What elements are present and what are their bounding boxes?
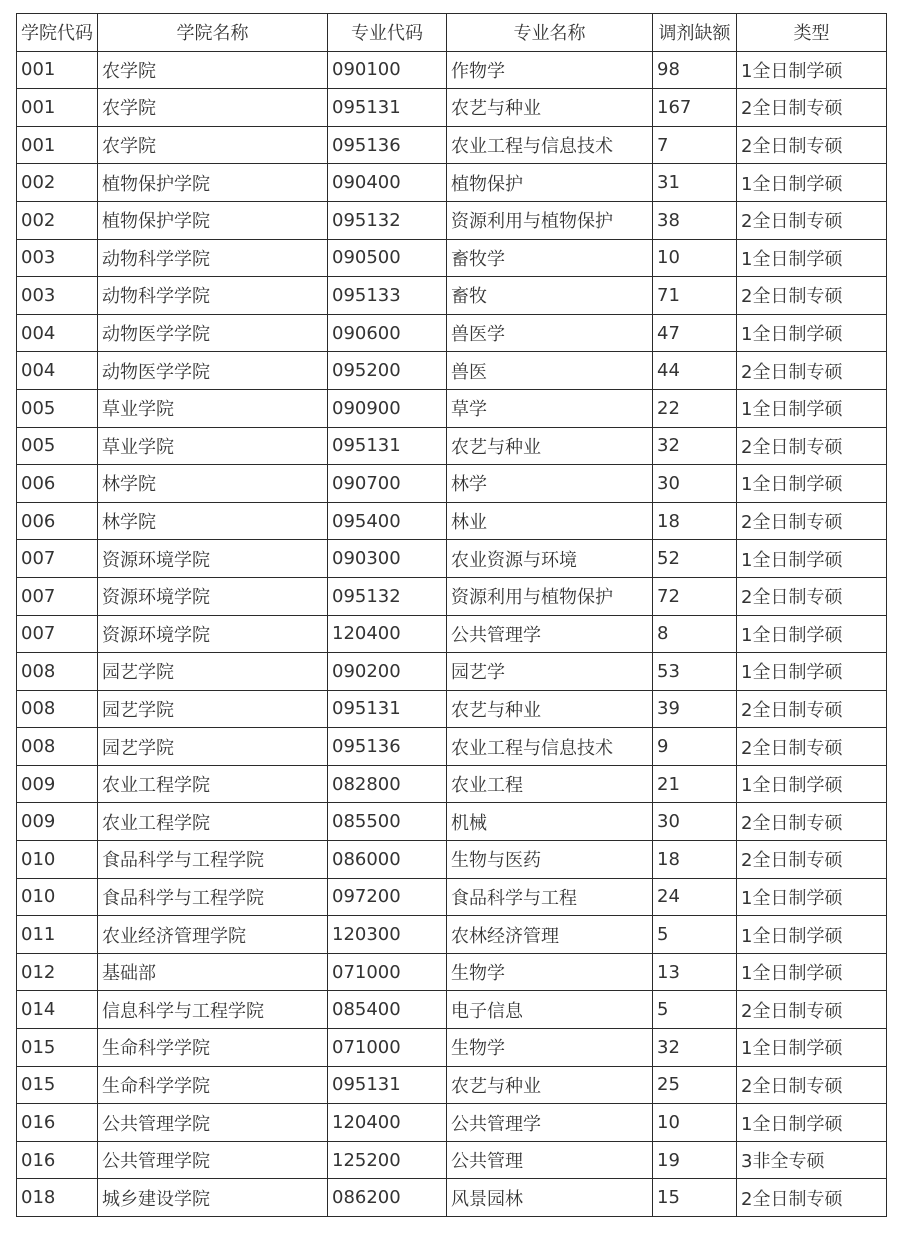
major-name-cell: 公共管理学 — [447, 1104, 653, 1142]
vacancy-cell: 72 — [653, 577, 737, 615]
type-cell: 2全日制专硕 — [737, 201, 887, 239]
vacancy-cell: 21 — [653, 765, 737, 803]
major-code-cell: 090600 — [328, 314, 447, 352]
type-cell: 2全日制专硕 — [737, 1179, 887, 1217]
vacancy-cell: 53 — [653, 653, 737, 691]
college-code-cell: 006 — [17, 502, 98, 540]
college-name-cell: 林学院 — [98, 502, 328, 540]
major-code-cell: 095131 — [328, 690, 447, 728]
college-code-cell: 007 — [17, 615, 98, 653]
major-code-cell: 071000 — [328, 953, 447, 991]
college-code-cell: 002 — [17, 201, 98, 239]
major-code-cell: 090400 — [328, 164, 447, 202]
vacancy-cell: 24 — [653, 878, 737, 916]
type-cell: 2全日制专硕 — [737, 277, 887, 315]
table-row — [17, 841, 887, 879]
major-code-cell: 120400 — [328, 1104, 447, 1142]
major-code-cell: 095133 — [328, 277, 447, 315]
major-code-cell: 086000 — [328, 841, 447, 879]
vacancy-cell: 44 — [653, 352, 737, 390]
type-cell: 1全日制学硕 — [737, 540, 887, 578]
college-name-cell: 动物科学学院 — [98, 239, 328, 277]
vacancy-cell: 19 — [653, 1141, 737, 1179]
college-name-cell: 食品科学与工程学院 — [98, 841, 328, 879]
type-cell: 1全日制学硕 — [737, 1029, 887, 1067]
major-code-cell: 086200 — [328, 1179, 447, 1217]
vacancy-cell: 47 — [653, 314, 737, 352]
type-cell: 2全日制专硕 — [737, 502, 887, 540]
major-name-cell: 生物学 — [447, 953, 653, 991]
type-cell: 1全日制学硕 — [737, 51, 887, 89]
table-row — [17, 389, 887, 427]
vacancy-cell: 32 — [653, 427, 737, 465]
major-name-cell: 生物学 — [447, 1029, 653, 1067]
table-row — [17, 314, 887, 352]
vacancy-cell: 52 — [653, 540, 737, 578]
major-code-cell: 090700 — [328, 465, 447, 503]
type-cell: 1全日制学硕 — [737, 615, 887, 653]
table-row — [17, 239, 887, 277]
type-cell: 1全日制学硕 — [737, 878, 887, 916]
college-name-cell: 城乡建设学院 — [98, 1179, 328, 1217]
vacancy-cell: 22 — [653, 389, 737, 427]
college-name-cell: 资源环境学院 — [98, 577, 328, 615]
college-code-cell: 004 — [17, 352, 98, 390]
header-major-code: 专业代码 — [328, 14, 447, 52]
college-name-cell: 农学院 — [98, 89, 328, 127]
major-code-cell: 095136 — [328, 728, 447, 766]
major-name-cell: 林业 — [447, 502, 653, 540]
table-row — [17, 878, 887, 916]
college-name-cell: 农业经济管理学院 — [98, 916, 328, 954]
vacancy-cell: 7 — [653, 126, 737, 164]
major-name-cell: 农艺与种业 — [447, 1066, 653, 1104]
header-major-name: 专业名称 — [447, 14, 653, 52]
college-name-cell: 植物保护学院 — [98, 164, 328, 202]
vacancy-cell: 30 — [653, 803, 737, 841]
college-name-cell: 资源环境学院 — [98, 540, 328, 578]
major-name-cell: 农业工程 — [447, 765, 653, 803]
major-code-cell: 097200 — [328, 878, 447, 916]
table-row — [17, 728, 887, 766]
table-row — [17, 991, 887, 1029]
college-name-cell: 生命科学学院 — [98, 1029, 328, 1067]
college-code-cell: 016 — [17, 1104, 98, 1142]
type-cell: 1全日制学硕 — [737, 916, 887, 954]
type-cell: 2全日制专硕 — [737, 126, 887, 164]
vacancy-cell: 15 — [653, 1179, 737, 1217]
vacancy-cell: 18 — [653, 841, 737, 879]
major-name-cell: 公共管理学 — [447, 615, 653, 653]
table-row — [17, 577, 887, 615]
major-name-cell: 食品科学与工程 — [447, 878, 653, 916]
adjustment-vacancy-table — [16, 13, 887, 1217]
college-code-cell: 012 — [17, 953, 98, 991]
type-cell: 2全日制专硕 — [737, 991, 887, 1029]
college-code-cell: 014 — [17, 991, 98, 1029]
vacancy-cell: 10 — [653, 1104, 737, 1142]
major-name-cell: 机械 — [447, 803, 653, 841]
college-name-cell: 园艺学院 — [98, 690, 328, 728]
major-name-cell: 农艺与种业 — [447, 89, 653, 127]
college-name-cell: 生命科学学院 — [98, 1066, 328, 1104]
college-code-cell: 008 — [17, 690, 98, 728]
college-code-cell: 001 — [17, 89, 98, 127]
table-row — [17, 126, 887, 164]
major-name-cell: 兽医 — [447, 352, 653, 390]
major-name-cell: 农艺与种业 — [447, 427, 653, 465]
type-cell: 1全日制学硕 — [737, 314, 887, 352]
college-name-cell: 园艺学院 — [98, 653, 328, 691]
table-row — [17, 803, 887, 841]
major-name-cell: 草学 — [447, 389, 653, 427]
vacancy-cell: 25 — [653, 1066, 737, 1104]
college-name-cell: 农业工程学院 — [98, 765, 328, 803]
vacancy-cell: 39 — [653, 690, 737, 728]
college-code-cell: 010 — [17, 878, 98, 916]
college-code-cell: 005 — [17, 427, 98, 465]
major-code-cell: 125200 — [328, 1141, 447, 1179]
college-code-cell: 009 — [17, 765, 98, 803]
header-type: 类型 — [737, 14, 887, 52]
college-code-cell: 002 — [17, 164, 98, 202]
college-name-cell: 食品科学与工程学院 — [98, 878, 328, 916]
major-code-cell: 090500 — [328, 239, 447, 277]
college-name-cell: 公共管理学院 — [98, 1141, 328, 1179]
table-row — [17, 164, 887, 202]
major-name-cell: 作物学 — [447, 51, 653, 89]
college-name-cell: 动物医学学院 — [98, 352, 328, 390]
college-name-cell: 林学院 — [98, 465, 328, 503]
college-code-cell: 005 — [17, 389, 98, 427]
college-name-cell: 农业工程学院 — [98, 803, 328, 841]
major-code-cell: 095132 — [328, 577, 447, 615]
major-name-cell: 风景园林 — [447, 1179, 653, 1217]
table-row — [17, 953, 887, 991]
college-code-cell: 010 — [17, 841, 98, 879]
major-code-cell: 082800 — [328, 765, 447, 803]
type-cell: 2全日制专硕 — [737, 690, 887, 728]
major-name-cell: 农艺与种业 — [447, 690, 653, 728]
table-row — [17, 89, 887, 127]
college-name-cell: 农学院 — [98, 51, 328, 89]
college-code-cell: 003 — [17, 277, 98, 315]
college-name-cell: 动物科学学院 — [98, 277, 328, 315]
table-row — [17, 51, 887, 89]
college-name-cell: 草业学院 — [98, 389, 328, 427]
vacancy-cell: 38 — [653, 201, 737, 239]
table-row — [17, 502, 887, 540]
vacancy-cell: 31 — [653, 164, 737, 202]
major-code-cell: 120400 — [328, 615, 447, 653]
table-row — [17, 1066, 887, 1104]
table-row — [17, 1104, 887, 1142]
major-code-cell: 090100 — [328, 51, 447, 89]
type-cell: 2全日制专硕 — [737, 427, 887, 465]
college-name-cell: 草业学院 — [98, 427, 328, 465]
major-name-cell: 农业资源与环境 — [447, 540, 653, 578]
major-name-cell: 资源利用与植物保护 — [447, 201, 653, 239]
type-cell: 1全日制学硕 — [737, 239, 887, 277]
table-row — [17, 465, 887, 503]
vacancy-cell: 30 — [653, 465, 737, 503]
college-name-cell: 动物医学学院 — [98, 314, 328, 352]
major-name-cell: 农业工程与信息技术 — [447, 126, 653, 164]
major-code-cell: 095200 — [328, 352, 447, 390]
table-row — [17, 427, 887, 465]
type-cell: 1全日制学硕 — [737, 389, 887, 427]
vacancy-cell: 32 — [653, 1029, 737, 1067]
type-cell: 1全日制学硕 — [737, 1104, 887, 1142]
table-row — [17, 1029, 887, 1067]
major-code-cell: 090900 — [328, 389, 447, 427]
table-row — [17, 916, 887, 954]
vacancy-cell: 167 — [653, 89, 737, 127]
vacancy-cell: 98 — [653, 51, 737, 89]
vacancy-cell: 5 — [653, 991, 737, 1029]
major-name-cell: 电子信息 — [447, 991, 653, 1029]
college-code-cell: 004 — [17, 314, 98, 352]
college-code-cell: 001 — [17, 51, 98, 89]
major-name-cell: 林学 — [447, 465, 653, 503]
major-name-cell: 兽医学 — [447, 314, 653, 352]
table-row — [17, 277, 887, 315]
college-code-cell: 007 — [17, 577, 98, 615]
table-row — [17, 201, 887, 239]
header-vacancy: 调剂缺额 — [653, 14, 737, 52]
major-code-cell: 090300 — [328, 540, 447, 578]
type-cell: 2全日制专硕 — [737, 1066, 887, 1104]
type-cell: 3非全专硕 — [737, 1141, 887, 1179]
college-name-cell: 农学院 — [98, 126, 328, 164]
major-name-cell: 农业工程与信息技术 — [447, 728, 653, 766]
college-code-cell: 008 — [17, 728, 98, 766]
table-body — [17, 51, 887, 1216]
table-row — [17, 540, 887, 578]
college-name-cell: 园艺学院 — [98, 728, 328, 766]
college-code-cell: 018 — [17, 1179, 98, 1217]
major-code-cell: 095132 — [328, 201, 447, 239]
major-code-cell: 090200 — [328, 653, 447, 691]
type-cell: 2全日制专硕 — [737, 803, 887, 841]
vacancy-cell: 8 — [653, 615, 737, 653]
vacancy-cell: 18 — [653, 502, 737, 540]
type-cell: 2全日制专硕 — [737, 577, 887, 615]
college-code-cell: 011 — [17, 916, 98, 954]
type-cell: 1全日制学硕 — [737, 465, 887, 503]
major-code-cell: 095131 — [328, 1066, 447, 1104]
type-cell: 2全日制专硕 — [737, 352, 887, 390]
table-row — [17, 615, 887, 653]
major-code-cell: 085400 — [328, 991, 447, 1029]
table-row — [17, 1141, 887, 1179]
table-header-row — [17, 14, 887, 52]
type-cell: 2全日制专硕 — [737, 728, 887, 766]
major-name-cell: 园艺学 — [447, 653, 653, 691]
major-name-cell: 生物与医药 — [447, 841, 653, 879]
major-name-cell: 畜牧学 — [447, 239, 653, 277]
type-cell: 1全日制学硕 — [737, 164, 887, 202]
major-name-cell: 植物保护 — [447, 164, 653, 202]
type-cell: 1全日制学硕 — [737, 765, 887, 803]
major-name-cell: 畜牧 — [447, 277, 653, 315]
type-cell: 1全日制学硕 — [737, 653, 887, 691]
table-row — [17, 690, 887, 728]
college-code-cell: 001 — [17, 126, 98, 164]
college-name-cell: 信息科学与工程学院 — [98, 991, 328, 1029]
table-row — [17, 352, 887, 390]
major-code-cell: 095136 — [328, 126, 447, 164]
vacancy-cell: 13 — [653, 953, 737, 991]
college-code-cell: 007 — [17, 540, 98, 578]
major-name-cell: 资源利用与植物保护 — [447, 577, 653, 615]
type-cell: 2全日制专硕 — [737, 841, 887, 879]
major-code-cell: 071000 — [328, 1029, 447, 1067]
vacancy-cell: 9 — [653, 728, 737, 766]
college-code-cell: 008 — [17, 653, 98, 691]
college-name-cell: 资源环境学院 — [98, 615, 328, 653]
major-code-cell: 095131 — [328, 89, 447, 127]
college-code-cell: 016 — [17, 1141, 98, 1179]
college-code-cell: 006 — [17, 465, 98, 503]
header-college-name: 学院名称 — [98, 14, 328, 52]
table-row — [17, 1179, 887, 1217]
major-name-cell: 农林经济管理 — [447, 916, 653, 954]
major-code-cell: 095400 — [328, 502, 447, 540]
table-row — [17, 765, 887, 803]
college-name-cell: 植物保护学院 — [98, 201, 328, 239]
vacancy-cell: 71 — [653, 277, 737, 315]
college-name-cell: 公共管理学院 — [98, 1104, 328, 1142]
major-code-cell: 085500 — [328, 803, 447, 841]
college-code-cell: 003 — [17, 239, 98, 277]
major-code-cell: 120300 — [328, 916, 447, 954]
type-cell: 2全日制专硕 — [737, 89, 887, 127]
header-college-code: 学院代码 — [17, 14, 98, 52]
vacancy-cell: 5 — [653, 916, 737, 954]
major-name-cell: 公共管理 — [447, 1141, 653, 1179]
college-name-cell: 基础部 — [98, 953, 328, 991]
table-row — [17, 653, 887, 691]
college-code-cell: 015 — [17, 1029, 98, 1067]
college-code-cell: 015 — [17, 1066, 98, 1104]
major-code-cell: 095131 — [328, 427, 447, 465]
type-cell: 1全日制学硕 — [737, 953, 887, 991]
vacancy-cell: 10 — [653, 239, 737, 277]
college-code-cell: 009 — [17, 803, 98, 841]
